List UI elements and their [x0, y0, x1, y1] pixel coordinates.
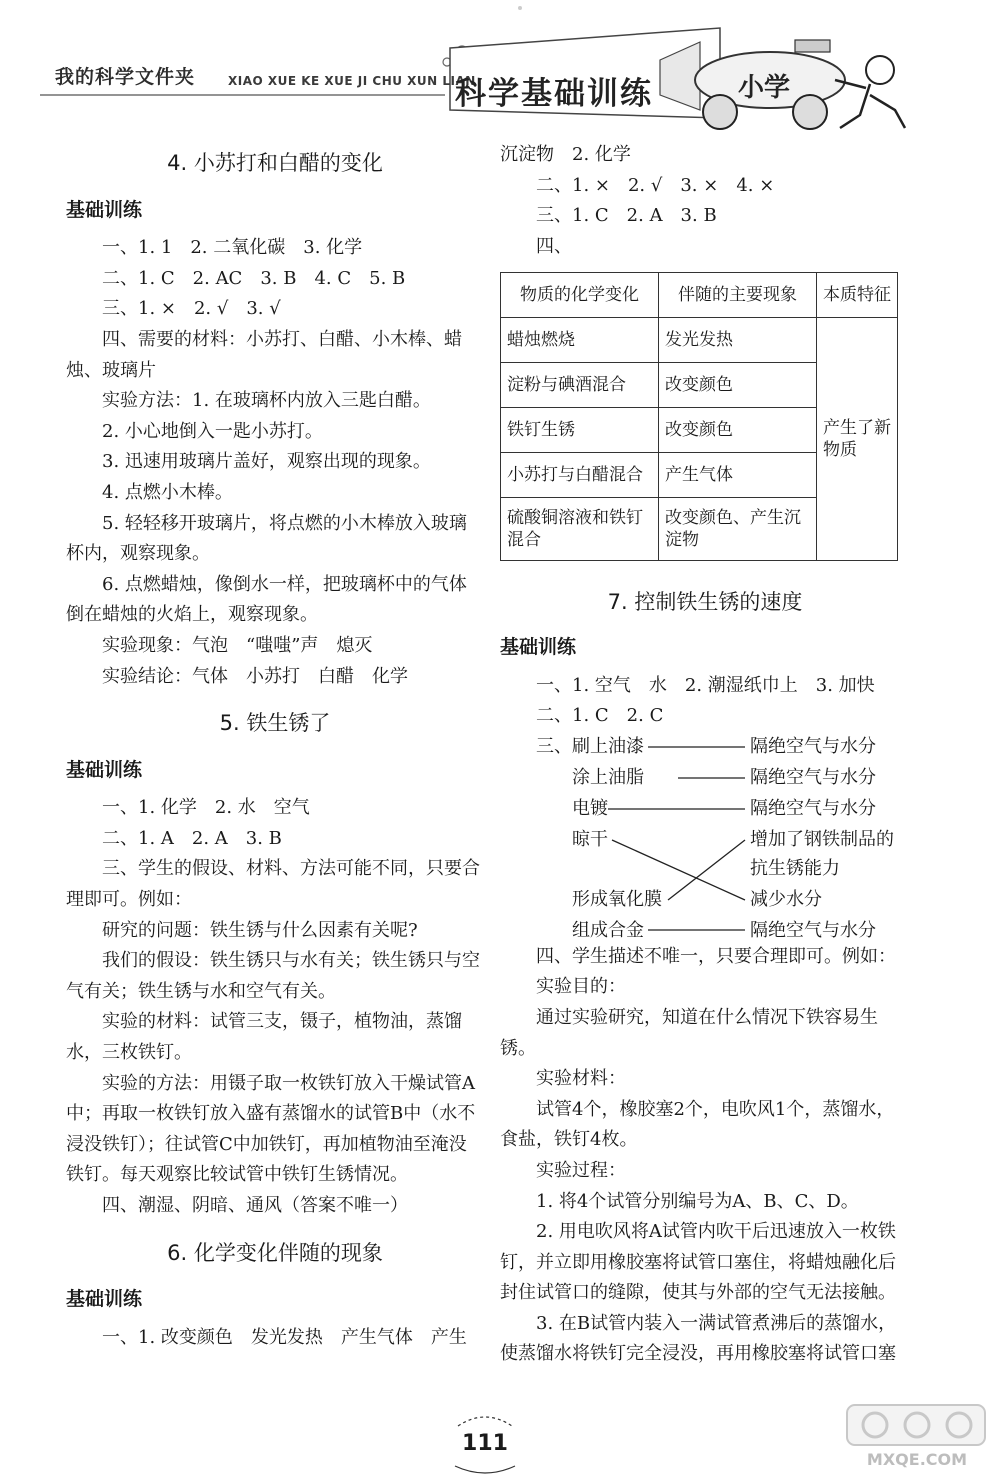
- match-left-item: 电镀: [572, 797, 608, 819]
- answer-line: 一、1. 1 2. 二氧化碳 3. 化学: [102, 237, 363, 259]
- table-cell: 铁钉生锈: [501, 408, 659, 453]
- match-right-item: 隔绝空气与水分: [750, 735, 876, 757]
- answer-line: 实验的方法：用镊子取一枚铁钉放入干燥试管A中；再取一枚铁钉放入盛有蒸馏水的试管B中（水不浸没铁钉）；往试管C中加铁钉，再加植物油至淹没铁钉。每天观察比较试管中铁钉生锈情况。: [66, 1072, 476, 1186]
- section-4-title: 4. 小苏打和白醋的变化: [167, 151, 383, 175]
- match-left-item: 刷上油漆: [572, 735, 644, 757]
- section-6-title: 6. 化学变化伴随的现象: [167, 1240, 383, 1265]
- answer-line: 我们的假设：铁生锈只与水有关；铁生锈只与空气有关；铁生锈与水和空气有关。: [66, 950, 480, 1002]
- answer-line: 试管4个，橡胶塞2个，电吹风1个，蒸馏水，食盐，铁钉4枚。: [500, 1098, 895, 1151]
- left-column: [66, 140, 484, 1353]
- answer-line: 沉淀物 2. 化学: [500, 144, 631, 165]
- answer-line: 实验材料：: [536, 1068, 626, 1090]
- answer-line: 实验结论：气体 小苏打 白醋 化学: [102, 665, 408, 687]
- answer-line: 实验过程：: [536, 1159, 626, 1181]
- answer-line: 一、1. 改变颜色 发光发热 产生气体 产生: [102, 1326, 467, 1348]
- section-6-subtitle: 基础训练: [66, 1288, 143, 1311]
- answer-line: 通过实验研究，知道在什么情况下铁容易生锈。: [500, 1006, 878, 1059]
- table-cell: 改变颜色、产生沉淀物: [659, 498, 817, 561]
- grade-tag: 小学: [738, 73, 791, 103]
- answer-line: 实验目的：: [536, 976, 626, 998]
- answer-line: 一、1. 化学 2. 水 空气: [102, 797, 310, 819]
- right-column: [500, 140, 910, 1370]
- answer-line: 二、1. A 2. A 3. B: [102, 827, 282, 849]
- match-right-item: 隔绝空气与水分: [750, 797, 876, 819]
- answer-line: 4. 点燃小木棒。: [102, 481, 233, 503]
- table-header-cell: 物质的化学变化: [501, 273, 659, 318]
- match-right-item: 隔绝空气与水分: [750, 919, 876, 941]
- answer-line: 6. 点燃蜡烛，像倒水一样，把玻璃杯中的气体倒在蜡烛的火焰上，观察现象。: [66, 573, 467, 626]
- answer-line: 三、学生的假设、材料、方法可能不同，只要合理即可。例如：: [66, 858, 480, 911]
- table-cell: 产生气体: [659, 453, 817, 498]
- match-left-item: 涂上油脂: [572, 766, 644, 788]
- answer-line: 1. 将4个试管分别编号为A、B、C、D。: [536, 1190, 859, 1212]
- answer-line: 3. 迅速用玻璃片盖好，观察出现的现象。: [102, 451, 431, 473]
- table-cell: 改变颜色: [659, 363, 817, 408]
- chemical-change-table: [500, 272, 898, 561]
- watermark-logo: [845, 1401, 990, 1471]
- table-cell: 淀粉与碘酒混合: [501, 363, 659, 408]
- table-row: [501, 318, 898, 363]
- series-pinyin: XIAO XUE KE XUE JI CHU XUN LIAN: [228, 74, 476, 88]
- section-5-subtitle: 基础训练: [66, 758, 143, 781]
- section-4-subtitle: 基础训练: [66, 198, 143, 221]
- answer-line: 二、1. C 2. C: [536, 705, 664, 727]
- answer-line: 实验的材料：试管三支，镊子，植物油，蒸馏水，三枚铁钉。: [66, 1011, 462, 1064]
- header-banner: [0, 0, 1000, 140]
- page-number: 111: [462, 1431, 508, 1456]
- answer-line: 一、1. 空气 水 2. 潮湿纸巾上 3. 加快: [536, 674, 875, 696]
- table-header-cell: 伴随的主要现象: [659, 273, 817, 318]
- series-logo-text: 我的科学文件夹: [55, 66, 196, 88]
- answer-line: 2. 小心地倒入一匙小苏打。: [102, 420, 323, 442]
- table-cell: 改变颜色: [659, 408, 817, 453]
- table-cell: 小苏打与白醋混合: [501, 453, 659, 498]
- answer-line: 四、潮湿、阴暗、通风（答案不唯一）: [102, 1195, 408, 1216]
- table-cell: 蜡烛燃烧: [501, 318, 659, 363]
- answer-line: 二、1. C 2. AC 3. B 4. C 5. B: [102, 267, 406, 289]
- match-left-item: 组成合金: [572, 919, 644, 941]
- matching-exercise: [500, 732, 910, 942]
- answer-line: 二、1. × 2. √ 3. × 4. ×: [536, 174, 775, 196]
- table-cell-essence: 产生了新物质: [817, 318, 898, 561]
- answer-line: 5. 轻轻移开玻璃片，将点燃的小木棒放入玻璃杯内，观察现象。: [66, 512, 467, 565]
- table-cell: 发光发热: [659, 318, 817, 363]
- watermark-text: MXQE.COM: [866, 1450, 968, 1469]
- answer-line: 四、学生描述不唯一，只要合理即可。例如：: [536, 945, 896, 967]
- section-7-title: 7. 控制铁生锈的速度: [607, 590, 803, 615]
- answer-line: 实验现象：气泡 “嗤嗤”声 熄灭: [102, 634, 373, 656]
- answer-line: 实验方法：1. 在玻璃杯内放入三匙白醋。: [102, 390, 431, 412]
- answer-line: 2. 用电吹风将A试管内吹干后迅速放入一枚铁钉，并立即用橡胶塞将试管口塞住，将蜡烛融化后封住试管口的缝隙，使其与外部的空气无法接触。: [500, 1221, 896, 1304]
- match-right-item: 减少水分: [750, 888, 822, 910]
- match-left-item: 形成氧化膜: [572, 888, 662, 910]
- section-7-subtitle: 基础训练: [500, 635, 577, 658]
- answer-line: 四、: [536, 235, 572, 257]
- match-left-item: 晾干: [572, 828, 608, 850]
- answer-line: 三、1. × 2. √ 3. √: [102, 298, 281, 320]
- match-right-item: 增加了钢铁制品的: [750, 828, 894, 850]
- match-right-item: 抗生锈能力: [750, 857, 840, 879]
- section-5-title: 5. 铁生锈了: [219, 711, 331, 736]
- match-prefix: 三、: [536, 735, 572, 757]
- answer-line: 研究的问题：铁生锈与什么因素有关呢?: [102, 919, 418, 941]
- table-cell: 硫酸铜溶液和铁钉混合: [501, 498, 659, 561]
- book-title: 科学基础训练: [455, 76, 653, 112]
- match-right-item: 隔绝空气与水分: [750, 766, 876, 788]
- answer-line: 3. 在B试管内装入一满试管煮沸后的蒸馏水，使蒸馏水将铁钉完全浸没，再用橡胶塞将试管口塞: [500, 1312, 897, 1365]
- table-header-row: [501, 273, 898, 318]
- table-header-cell: 本质特征: [817, 273, 898, 318]
- answer-line: 三、1. C 2. A 3. B: [536, 205, 717, 227]
- answer-line: 四、需要的材料：小苏打、白醋、小木棒、蜡烛、玻璃片: [66, 328, 462, 381]
